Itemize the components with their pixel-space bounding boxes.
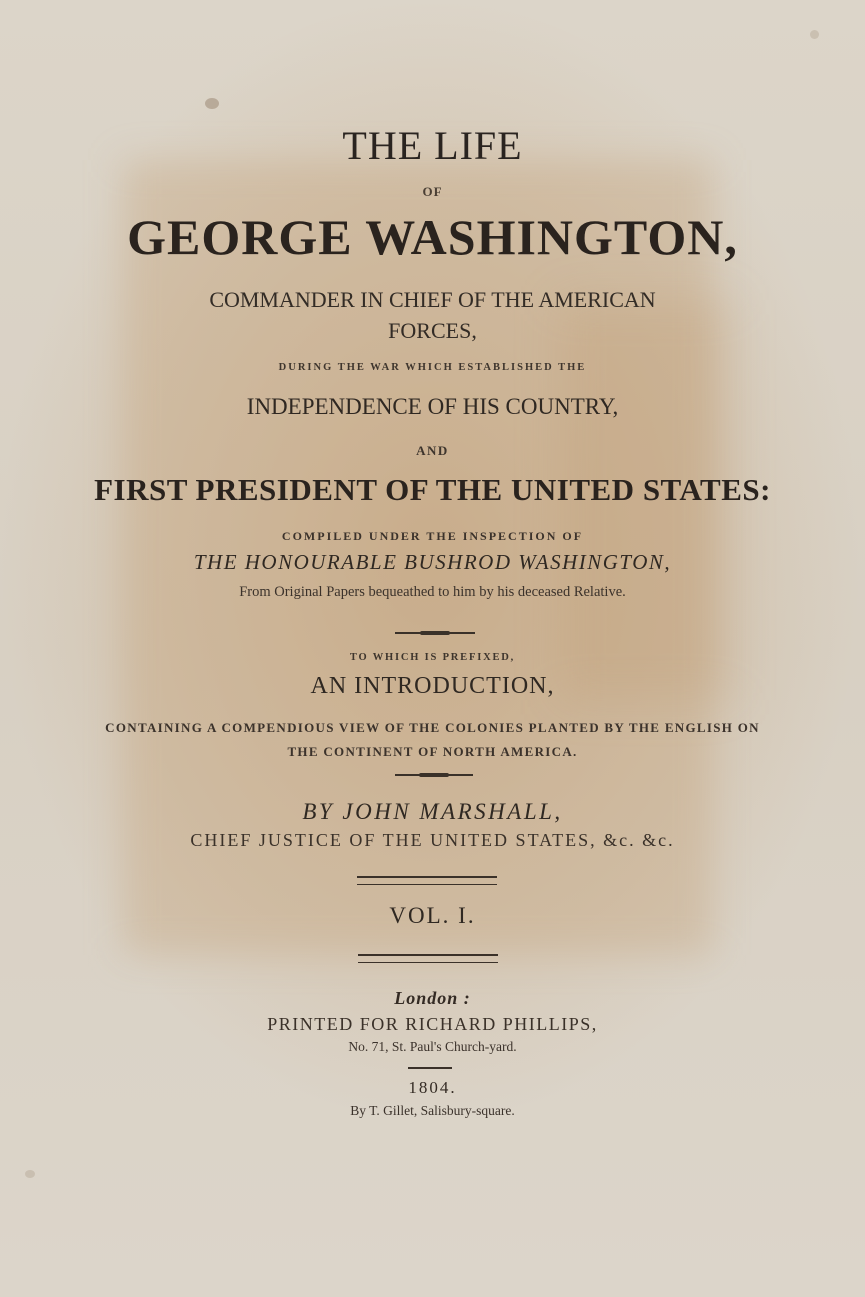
subtitle-first-president: FIRST PRESIDENT OF THE UNITED STATES:: [94, 472, 771, 507]
short-rule: [408, 1067, 452, 1069]
imprint-place: London :: [394, 988, 471, 1008]
introduction-description-line1: CONTAINING A COMPENDIOUS VIEW OF THE COLONIES PLANTED BY THE ENGLISH ON: [105, 720, 760, 735]
title-of: OF: [422, 184, 443, 199]
author-title: CHIEF JUSTICE OF THE UNITED STATES, &c. &c.: [190, 830, 675, 850]
prefixed-note: TO WHICH IS PREFIXED,: [349, 652, 516, 663]
imprint-address: No. 71, St. Paul's Church-yard.: [348, 1039, 517, 1054]
volume-number: VOL. I.: [389, 903, 476, 928]
subject-name: GEORGE WASHINGTON,: [127, 209, 738, 265]
subtitle-and: AND: [416, 443, 449, 458]
compiled-note: COMPILED UNDER THE INSPECTION OF: [281, 529, 584, 543]
subtitle-commander-line2: FORCES,: [388, 318, 477, 343]
author-name: BY JOHN MARSHALL,: [302, 799, 563, 824]
introduction-description-line2: THE CONTINENT OF NORTH AMERICA.: [287, 744, 578, 759]
subtitle-commander-line1: COMMANDER IN CHIEF OF THE AMERICAN: [209, 287, 656, 312]
ornamental-rule: [395, 774, 473, 776]
subtitle-commander: [0, 284, 865, 346]
imprint-printed-by: By T. Gillet, Salisbury-square.: [350, 1103, 515, 1118]
editor-name: THE HONOURABLE BUSHROD WASHINGTON,: [193, 550, 672, 574]
book-title: THE LIFE: [342, 123, 523, 168]
double-rule: [357, 876, 497, 885]
subtitle-during: DURING THE WAR WHICH ESTABLISHED THE: [278, 362, 587, 373]
ornamental-rule: [395, 632, 475, 634]
imprint-year: 1804.: [408, 1078, 457, 1097]
double-rule: [358, 954, 498, 963]
introduction-heading: AN INTRODUCTION,: [310, 673, 555, 699]
introduction-description: [0, 716, 865, 764]
subtitle-independence: INDEPENDENCE OF HIS COUNTRY,: [246, 394, 619, 419]
imprint-printer: PRINTED FOR RICHARD PHILLIPS,: [267, 1014, 598, 1034]
source-note: From Original Papers bequeathed to him by his deceased Relative.: [239, 584, 626, 600]
